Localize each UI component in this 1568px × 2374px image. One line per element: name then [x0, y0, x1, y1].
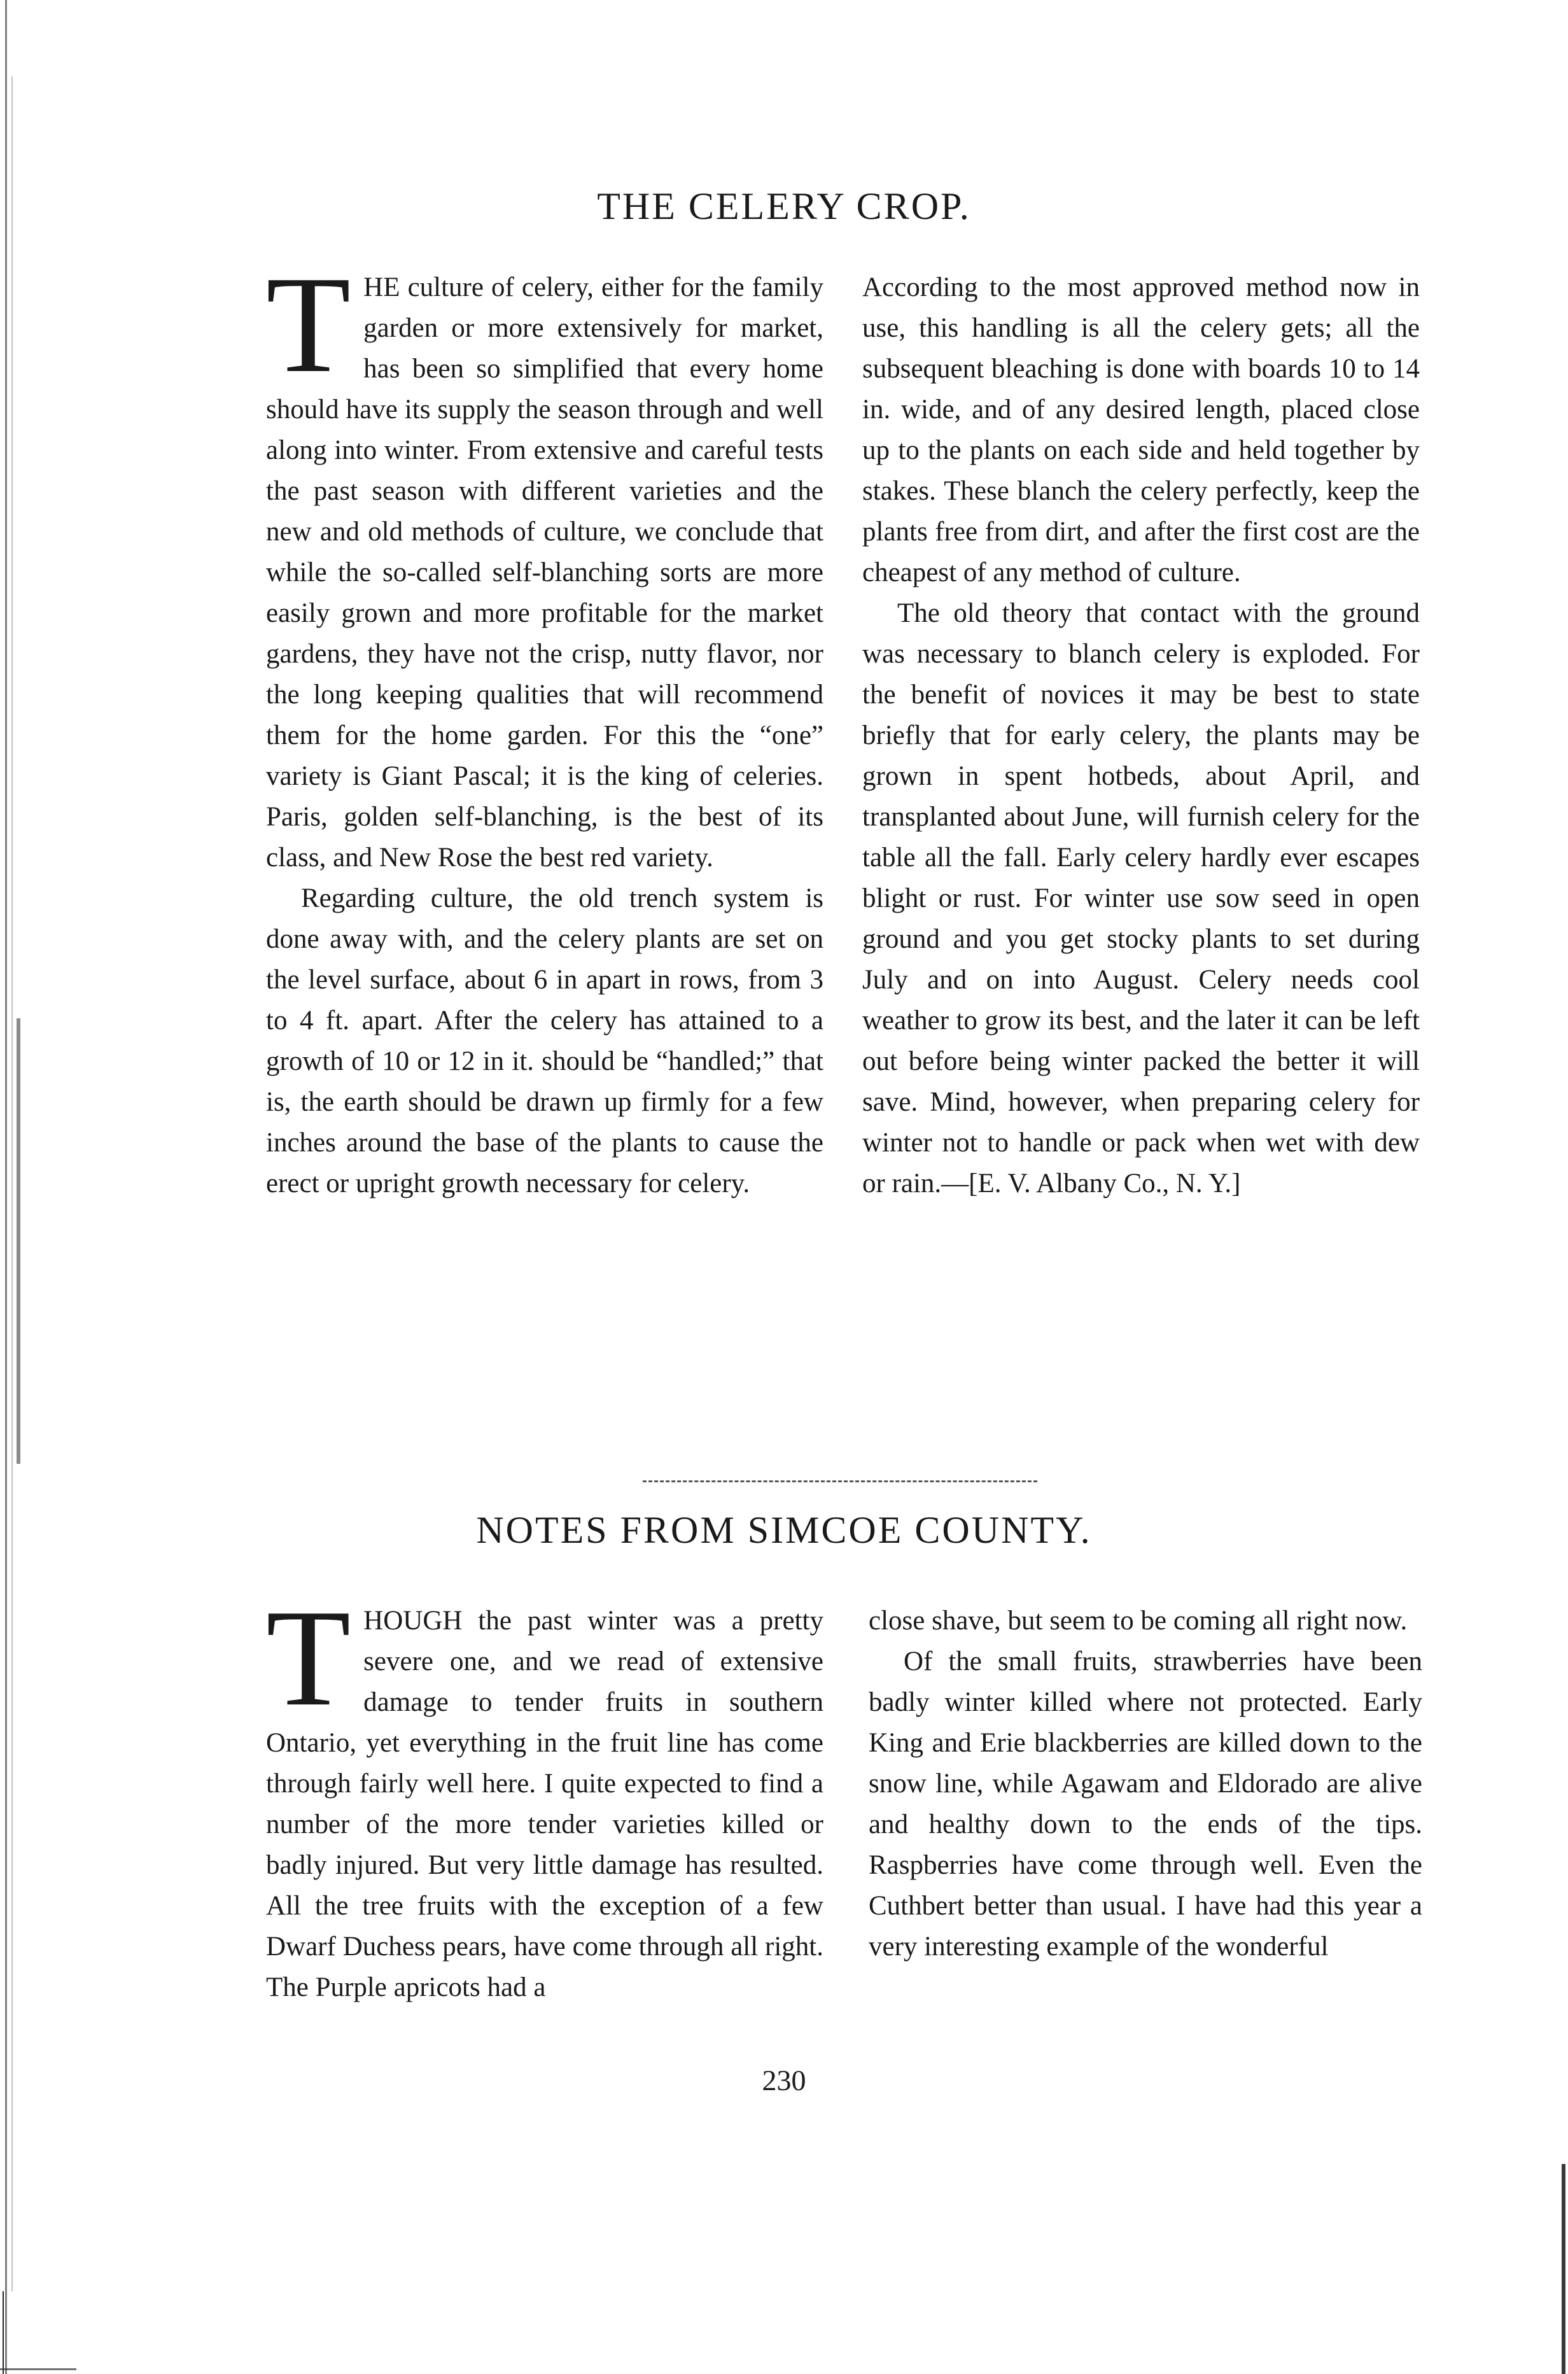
article2-paragraph-2: close shave, but seem to be coming all right now. [869, 1606, 1408, 1636]
page-number: 230 [762, 2064, 806, 2097]
article2-left-column [266, 1582, 823, 2008]
page-binding-edge [0, 0, 24, 2374]
article1-paragraph-4: The old theory that contact with the ground was necessary to blanch celery is exploded. For the benefit of novices it may be best to state briefly that for early celery, the plants may be grown in spent hotbeds, about April, and transplanted about June, will furnish celery for the table all the fall. Early celery hardly ever escapes blight or rust. For winter use sow seed in open ground and you get stocky plants to set during July and on into August. Celery needs cool weather to grow its best, and the later it can be left out before being winter packed the better it will save. Mind, however, when preparing celery for winter not to handle or pack when wet with dew or rain.—[E. V. Albany Co., N. Y.] [862, 598, 1420, 1198]
paragraph-text: HOUGH the past winter was a pretty severe one, and we read of extensive damage to tender fruits in southern Ontario, yet everything in the fruit line has come through fairly well here. I quite expected to find a number of the more tender varieties killed or badly injured. But very little damage has resulted. All the tree fruits with the exception of a few Dwarf Duchess pears, have come through all right. The Purple apricots had a [266, 1606, 823, 2002]
article1-paragraph-1 [266, 248, 823, 878]
page-edge-mark [1562, 2164, 1565, 2374]
article2-paragraph-3: Of the small fruits, strawberries have been badly winter killed where not protected. Early King and Erie blackberries are killed down to the snow line, while Agawam and Eldorado are alive and healthy down to the ends of the tips. Raspberries have come through well. Even the Cuthbert better than usual. I have had this year a very interesting example of the wonderful [869, 1647, 1422, 1962]
binding-line [3, 2291, 4, 2374]
article1-left-column [266, 248, 823, 1204]
drop-cap: T [266, 1582, 351, 1735]
article-title-celery-crop: THE CELERY CROP. [597, 185, 971, 227]
article-title-simcoe-county: NOTES FROM SIMCOE COUNTY. [476, 1509, 1092, 1551]
article1-paragraph-2: Regarding culture, the old trench system is done away with, and the celery plants are set on the level surface, about 6 in apart in rows, from 3 to 4 ft. apart. After the celery has attained to a growth of 10 or 12 in it. should be “handled;” that is, the earth should be drawn up firmly for a few inches around the base of the plants to cause the erect or upright growth necessary for celery. [266, 883, 823, 1198]
article2-paragraph-1 [266, 1582, 823, 2008]
article1-right-column [862, 267, 1420, 1204]
page-edge-mark [0, 2368, 76, 2370]
article1-paragraph-3: According to the most approved method now in use, this handling is all the celery gets; all the subsequent bleaching is done with boards 10 to 14 in. wide, and of any desired length, placed close up to the plants on each side and held together by stakes. These blanch the celery perfectly, keep the plants free from dirt, and after the first cost are the cheapest of any method of culture. [862, 272, 1420, 587]
section-separator [643, 1480, 1037, 1482]
binding-line [11, 76, 13, 2291]
paragraph-text: HE culture of celery, either for the family garden or more extensively for market, has been so simplified that every home should have its supply the season through and well along into winter. From extensive and careful tests the past season with different varieties and the new and old methods of culture, we conclude that while the so-called self-blanching sorts are more easily grown and more profitable for the market gardens, they have not the crisp, nutty flavor, nor the long keeping qualities that will recommend them for the home garden. For this the “one” variety is Giant Pascal; it is the king of celeries. Paris, golden self-blanching, is the best of its class, and New Rose the best red variety. [266, 272, 823, 873]
article2-right-column [869, 1601, 1422, 1967]
binding-line [5, 0, 7, 2374]
drop-cap: T [266, 248, 351, 402]
binding-line [17, 1018, 20, 1464]
